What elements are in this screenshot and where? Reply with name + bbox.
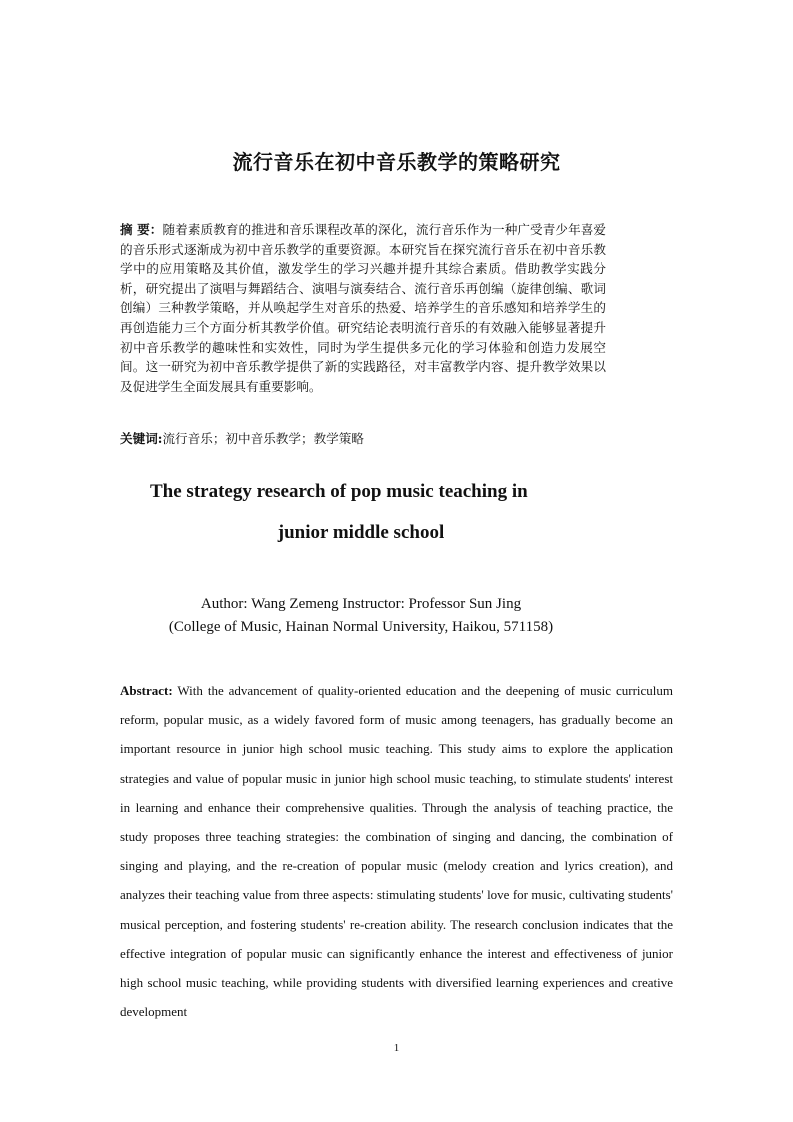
- english-title-line-1: The strategy research of pop music teaching in: [150, 481, 528, 502]
- page-number: 1: [393, 1042, 400, 1054]
- chinese-abstract-text: 随着素质教育的推进和音乐课程改革的深化，流行音乐作为一种广受青少年喜爱的音乐形式逐渐成为初中音乐教学的重要资源。本研究旨在探究流行音乐在初中音乐教学中的应用策略及其价值，激发学生的学习兴趣并提升其综合素质。借助教学实践分析，研究提出了演唱与舞蹈结合、演唱与演奏结合、流行音乐再创编（旋律创编、歌词创编）三种教学策略，并从唤起学生对音乐的热爱、培养学生的音乐感知和培养学生的再创造能力三个方面分析其教学价值。研究结论表明流行音乐的有效融入能够显著提升初中音乐教学的趣味性和实效性，同时为学生提供多元化的学习体验和创造力发展空间。这一研究为初中音乐教学提供了新的实践路径，对丰富教学内容、提升教学效果以及促进学生全面发展具有重要影响。: [120, 222, 607, 394]
- chinese-keywords-text: 流行音乐；初中音乐教学；教学策略: [162, 431, 364, 446]
- chinese-abstract: [120, 220, 606, 396]
- chinese-title: 流行音乐在初中音乐教学的策略研究: [232, 150, 561, 174]
- english-abstract-text: With the advancement of quality-oriented education and the deepening of music curriculum reform, popular music, as a widely favored form of music among teenagers, has gradually become an important resource in junior high school music teaching. This study aims to explore the application strategies and value of popular music in junior high school music teaching, to stimulate students' interest in learning and enhance their comprehensive qualities. Through the analysis of teaching practice, the study proposes three teaching strategies: the combination of singing and dancing, the combination of singing and playing, and the re-creation of popular music (melody creation and lyrics creation), and analyzes their teaching value from three aspects: stimulating students' love for music, cultivating students' musical perception, and fostering students' re-creation ability. The research conclusion indicates that the effective integration of popular music can significantly enhance the interest and effectiveness of junior high school music teaching, while providing students with diversified learning experiences and creative development: [120, 683, 673, 1020]
- english-title-line-2: junior middle school: [277, 522, 445, 543]
- chinese-keywords-label: 关键词:: [120, 431, 163, 446]
- author-line: Author: Wang Zemeng Instructor: Professor Sun Jing: [200, 596, 522, 612]
- chinese-keywords: [120, 429, 606, 449]
- affiliation-line: (College of Music, Hainan Normal University, Haikou, 571158): [168, 619, 554, 635]
- english-abstract: [120, 676, 673, 1026]
- english-abstract-label: Abstract:: [120, 683, 173, 698]
- chinese-abstract-label: 摘 要：: [120, 222, 163, 237]
